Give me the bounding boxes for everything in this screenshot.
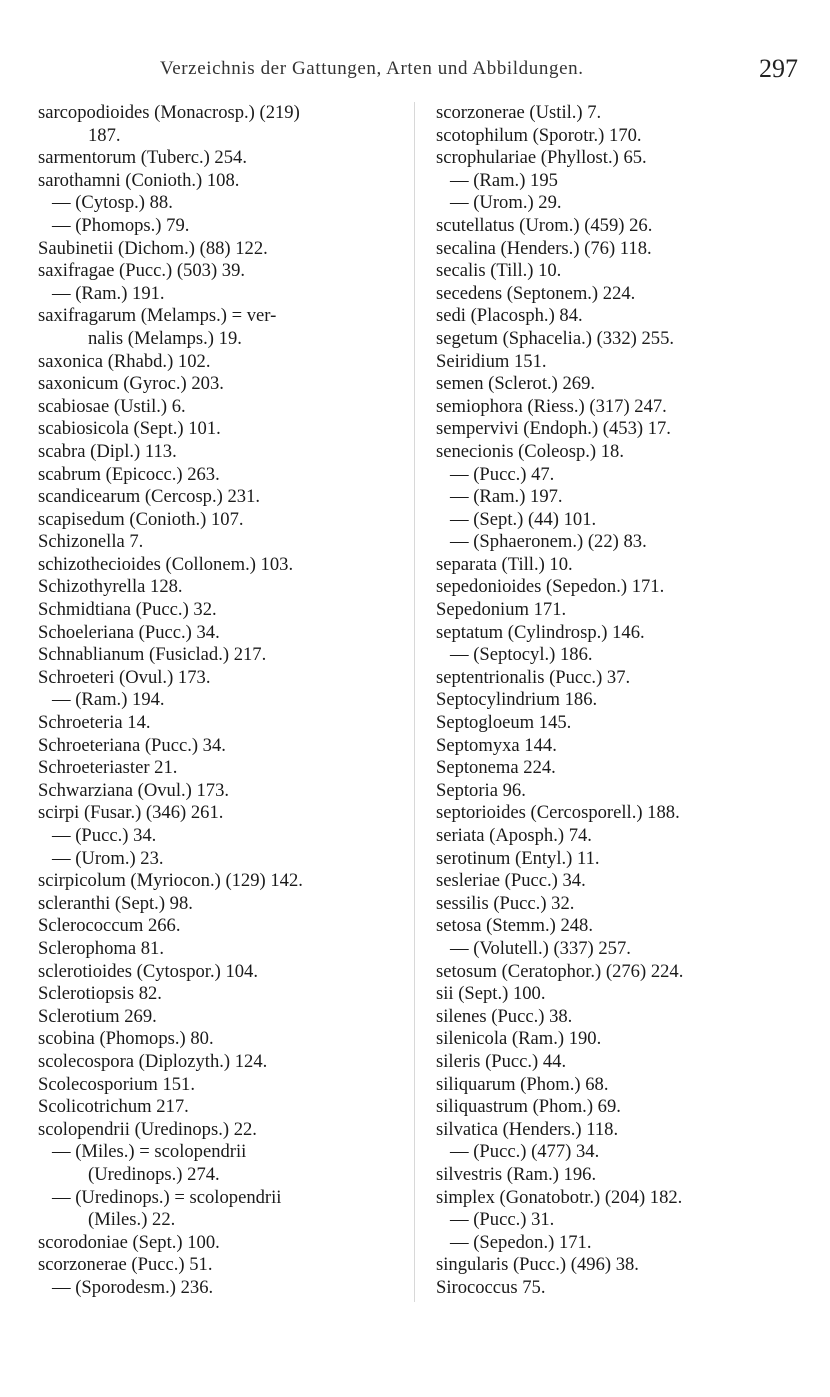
index-entry: scirpicolum (Myriocon.) (129) 142.	[38, 870, 303, 892]
index-entry: saxifragarum (Melamps.) = ver-	[38, 305, 277, 327]
index-entry: — (Sept.) (44) 101.	[450, 508, 597, 530]
index-entry: scandicearum (Cercosp.) 231.	[38, 486, 261, 508]
index-entry: setosum (Ceratophor.) (276) 224.	[436, 960, 684, 982]
index-entry: saxifragae (Pucc.) (503) 39.	[38, 260, 246, 282]
index-entry: sclerotioides (Cytospor.) 104.	[38, 960, 259, 982]
index-entry: scolopendrii (Uredinops.) 22.	[38, 1118, 257, 1140]
index-entry: secalina (Henders.) (76) 118.	[436, 237, 652, 259]
index-entry: (Uredinops.) 274.	[88, 1163, 220, 1185]
index-entry: nalis (Melamps.) 19.	[88, 327, 242, 349]
index-entry: silenes (Pucc.) 38.	[436, 1005, 573, 1027]
index-entry: — (Ram.) 197.	[450, 486, 563, 508]
index-entry: scabiosicola (Sept.) 101.	[38, 418, 221, 440]
index-entry: Schroeteria 14.	[38, 712, 151, 734]
index-entry: Sepedonium 171.	[436, 599, 567, 621]
index-entry: scobina (Phomops.) 80.	[38, 1028, 214, 1050]
index-entry: scrophulariae (Phyllost.) 65.	[436, 147, 647, 169]
index-entry: Schwarziana (Ovul.) 173.	[38, 779, 230, 801]
index-entry: — (Ram.) 191.	[52, 282, 165, 304]
index-entry: senecionis (Coleosp.) 18.	[436, 440, 624, 462]
running-title: Verzeichnis der Gattungen, Arten und Abbildungen.	[160, 58, 584, 79]
index-entry: scabrum (Epicocc.) 263.	[38, 463, 220, 485]
index-entry: separata (Till.) 10.	[436, 553, 573, 575]
column-divider	[414, 102, 415, 1302]
index-entry: Schizonella 7.	[38, 531, 144, 553]
index-entry: scorzonerae (Pucc.) 51.	[38, 1254, 213, 1276]
index-entry: setosa (Stemm.) 248.	[436, 915, 593, 937]
index-entry: Septocylindrium 186.	[436, 689, 598, 711]
index-entry: silvatica (Henders.) 118.	[436, 1118, 619, 1140]
index-entry: Septomyxa 144.	[436, 734, 557, 756]
index-entry: (Miles.) 22.	[88, 1209, 176, 1231]
index-entry: saxonicum (Gyroc.) 203.	[38, 373, 224, 395]
index-entry: Sclerophoma 81.	[38, 937, 164, 959]
index-entry: Sclerococcum 266.	[38, 915, 181, 937]
index-entry: 187.	[88, 124, 121, 146]
index-entry: Sclerotium 269.	[38, 1005, 157, 1027]
index-entry: Septonema 224.	[436, 757, 556, 779]
index-entry: simplex (Gonatobotr.) (204) 182.	[436, 1186, 683, 1208]
index-entry: — (Miles.) = scolopendrii	[52, 1141, 247, 1163]
index-entry: — (Pucc.) 34.	[52, 825, 157, 846]
index-entry: — (Ram.) 194.	[52, 689, 165, 711]
index-entry: schizothecioides (Collonem.) 103.	[38, 553, 294, 575]
index-entry: sessilis (Pucc.) 32.	[436, 892, 575, 914]
index-entry: Schroeteri (Ovul.) 173.	[38, 666, 211, 688]
index-entry: — (Sepedon.) 171.	[450, 1231, 592, 1253]
index-entry: scirpi (Fusar.) (346) 261.	[38, 802, 224, 824]
index-entry: — (Volutell.) (337) 257.	[450, 937, 631, 959]
index-entry: secalis (Till.) 10.	[436, 260, 562, 282]
index-entry: sedi (Placosph.) 84.	[436, 305, 583, 327]
page-number: 297	[759, 54, 798, 83]
index-entry: Septogloeum 145.	[436, 712, 572, 734]
index-entry: Sirococcus 75.	[436, 1276, 546, 1298]
index-entry: — (Pucc.) (477) 34.	[450, 1141, 600, 1163]
index-entry: sepedonioides (Sepedon.) 171.	[436, 576, 665, 598]
left-index-column	[38, 102, 418, 1299]
index-entry: Seiridium 151.	[436, 350, 547, 372]
index-entry: secedens (Septonem.) 224.	[436, 282, 636, 304]
index-entry: — (Cytosp.) 88.	[52, 192, 173, 214]
index-entry: Sclerotiopsis 82.	[38, 983, 162, 1005]
index-entry: Septoria 96.	[436, 779, 526, 801]
index-entry: Schizothyrella 128.	[38, 576, 183, 598]
index-entry: — (Pucc.) 47.	[450, 463, 555, 485]
index-entry: Scolecosporium 151.	[38, 1073, 195, 1095]
index-entry: scorzonerae (Ustil.) 7.	[436, 102, 602, 123]
index-entry: septorioides (Cercosporell.) 188.	[436, 802, 680, 824]
index-entry: silvestris (Ram.) 196.	[436, 1163, 597, 1185]
index-entry: Schroeteriaster 21.	[38, 757, 178, 779]
index-entry: sarothamni (Conioth.) 108.	[38, 169, 240, 191]
index-entry: scabiosae (Ustil.) 6.	[38, 395, 186, 417]
index-entry: septentrionalis (Pucc.) 37.	[436, 666, 631, 688]
index-entry: Schmidtiana (Pucc.) 32.	[38, 599, 217, 621]
index-entry: singularis (Pucc.) (496) 38.	[436, 1254, 639, 1276]
index-entry: — (Urom.) 23.	[52, 847, 164, 869]
index-entry: scabra (Dipl.) 113.	[38, 440, 177, 462]
index-entry: scutellatus (Urom.) (459) 26.	[436, 214, 653, 236]
index-entry: — (Sporodesm.) 236.	[52, 1276, 214, 1298]
index-entry: Scolicotrichum 217.	[38, 1096, 189, 1118]
index-entry: Saubinetii (Dichom.) (88) 122.	[38, 237, 268, 259]
index-entry: sesleriae (Pucc.) 34.	[436, 870, 586, 892]
index-entry: silenicola (Ram.) 190.	[436, 1028, 602, 1050]
index-entry: — (Urom.) 29.	[450, 192, 562, 214]
index-entry: sileris (Pucc.) 44.	[436, 1050, 567, 1072]
index-entry: scolecospora (Diplozyth.) 124.	[38, 1050, 268, 1072]
index-entry: scapisedum (Conioth.) 107.	[38, 508, 244, 530]
index-entry: septatum (Cylindrosp.) 146.	[436, 621, 645, 643]
right-index-column	[436, 102, 816, 1299]
index-entry: seriata (Aposph.) 74.	[436, 825, 592, 846]
index-entry: — (Phomops.) 79.	[52, 214, 190, 236]
index-entry: — (Sphaeronem.) (22) 83.	[450, 531, 647, 553]
running-header	[0, 54, 830, 88]
index-entry: Schnablianum (Fusiclad.) 217.	[38, 644, 267, 666]
index-entry: siliquarum (Phom.) 68.	[436, 1073, 609, 1095]
index-entry: semiophora (Riess.) (317) 247.	[436, 395, 667, 417]
index-entry: serotinum (Entyl.) 11.	[436, 847, 600, 869]
index-entry: scleranthi (Sept.) 98.	[38, 892, 193, 914]
index-entry: scorodoniae (Sept.) 100.	[38, 1231, 220, 1253]
index-entry: segetum (Sphacelia.) (332) 255.	[436, 327, 675, 349]
index-entry: sarmentorum (Tuberc.) 254.	[38, 147, 247, 169]
index-entry: sii (Sept.) 100.	[436, 983, 546, 1005]
index-entry: saxonica (Rhabd.) 102.	[38, 350, 211, 372]
index-entry: Schroeteriana (Pucc.) 34.	[38, 734, 226, 756]
index-entry: semen (Sclerot.) 269.	[436, 373, 596, 395]
index-entry: sarcopodioides (Monacrosp.) (219)	[38, 102, 300, 123]
index-entry: sempervivi (Endoph.) (453) 17.	[436, 418, 671, 440]
index-entry: — (Septocyl.) 186.	[450, 644, 593, 666]
index-entry: siliquastrum (Phom.) 69.	[436, 1096, 621, 1118]
index-entry: scotophilum (Sporotr.) 170.	[436, 124, 642, 146]
index-entry: — (Pucc.) 31.	[450, 1209, 555, 1231]
index-entry: — (Ram.) 195	[450, 169, 558, 191]
index-entry: — (Uredinops.) = scolopendrii	[52, 1186, 282, 1208]
index-entry: Schoeleriana (Pucc.) 34.	[38, 621, 220, 643]
